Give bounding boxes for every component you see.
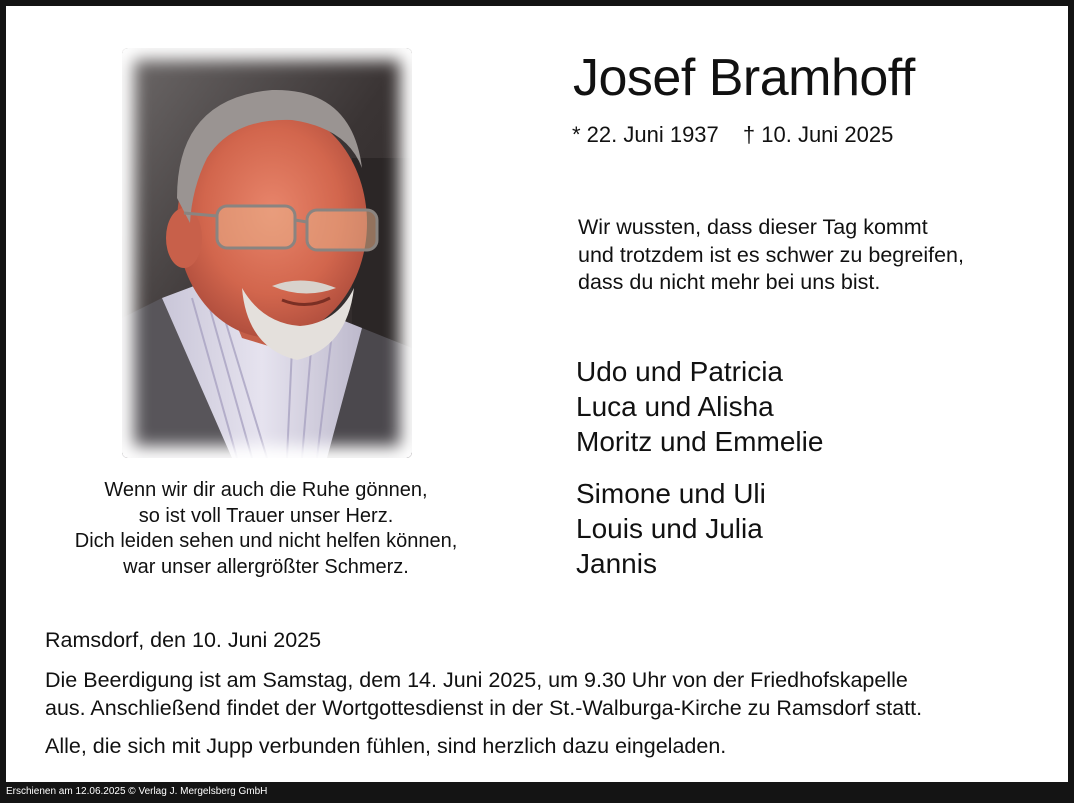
quote-line: und trotzdem ist es schwer zu begreifen, <box>578 242 964 267</box>
mourner-name: Udo und Patricia <box>576 356 784 387</box>
birth-date: * 22. Juni 1937 <box>572 122 719 147</box>
mourners-group-2 <box>576 476 766 581</box>
place-and-date: Ramsdorf, den 10. Juni 2025 <box>45 628 322 652</box>
mourner-name: Simone und Uli <box>576 478 766 509</box>
mourner-name: Jannis <box>576 548 657 579</box>
poem-line: Wenn wir dir auch die Ruhe gönnen, <box>104 479 428 501</box>
funeral-line: Die Beerdigung ist am Samstag, dem 14. Juni 2025, um 9.30 Uhr von der Friedhofskapelle <box>45 668 908 692</box>
death-date: † 10. Juni 2025 <box>742 122 894 147</box>
obituary-notice <box>6 6 1068 782</box>
funeral-line: aus. Anschließend findet der Wortgottesdienst in der St.-Walburga-Kirche zu Ramsdorf statt. <box>45 696 923 720</box>
poem-line: Dich leiden sehen und nicht helfen können, <box>74 530 458 552</box>
portrait-illustration <box>122 48 412 458</box>
memorial-poem <box>26 478 506 580</box>
funeral-details <box>45 666 1035 722</box>
invitation-text: Alle, die sich mit Jupp verbunden fühlen, sind herzlich dazu eingeladen. <box>45 734 727 758</box>
poem-line: so ist voll Trauer unser Herz. <box>138 504 394 527</box>
publication-footer: Erschienen am 12.06.2025 © Verlag J. Mergelsberg GmbH <box>6 786 268 797</box>
memorial-quote-right <box>578 214 964 297</box>
portrait-photo <box>122 48 412 458</box>
quote-line: Wir wussten, dass dieser Tag kommt <box>578 215 928 239</box>
poem-line: war unser allergrößter Schmerz. <box>123 555 409 578</box>
life-dates <box>572 122 911 148</box>
mourners-group-1 <box>576 354 823 459</box>
mourner-name: Louis und Julia <box>576 513 763 544</box>
mourner-name: Moritz und Emmelie <box>576 426 824 457</box>
mourner-name: Luca und Alisha <box>576 391 774 422</box>
quote-line: dass du nicht mehr bei uns bist. <box>578 270 881 294</box>
deceased-name: Josef Bramhoff <box>573 49 915 107</box>
